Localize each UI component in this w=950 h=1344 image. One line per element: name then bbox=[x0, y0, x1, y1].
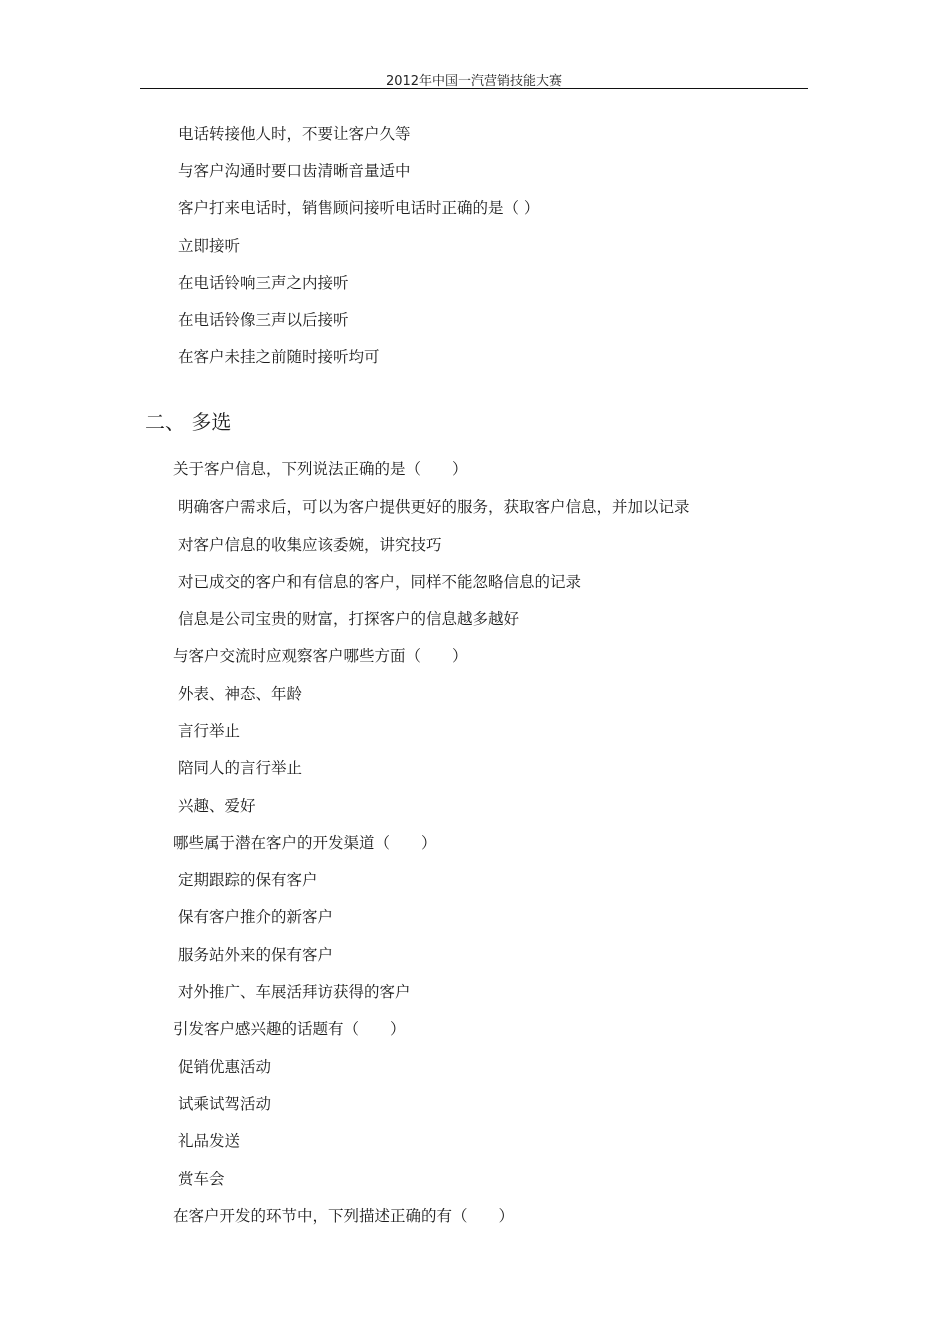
option-item: 试乘试驾活动 bbox=[178, 1095, 272, 1113]
option-item: 兴趣、爱好 bbox=[178, 797, 256, 815]
option-item: 立即接听 bbox=[178, 237, 241, 255]
option-item: 促销优惠活动 bbox=[178, 1058, 272, 1076]
option-item: 赏车会 bbox=[178, 1170, 225, 1188]
header-rule bbox=[140, 88, 808, 89]
option-item: 言行举止 bbox=[178, 722, 241, 740]
question-text: 在客户开发的环节中，下列描述正确的有（ ） bbox=[173, 1207, 515, 1225]
option-item: 定期跟踪的保有客户 bbox=[178, 871, 318, 889]
question-text: 客户打来电话时，销售顾问接听电话时正确的是（ ） bbox=[178, 199, 540, 217]
question-text: 关于客户信息，下列说法正确的是（ ） bbox=[173, 460, 468, 478]
option-item: 在电话铃像三声以后接听 bbox=[178, 311, 349, 329]
list-item: 与客户沟通时要口齿清晰音量适中 bbox=[178, 162, 411, 180]
option-item: 保有客户推介的新客户 bbox=[178, 908, 334, 926]
option-item: 对外推广、车展活拜访获得的客户 bbox=[178, 983, 411, 1001]
option-item: 对客户信息的收集应该委婉，讲究技巧 bbox=[178, 536, 442, 554]
option-item: 在电话铃响三声之内接听 bbox=[178, 274, 349, 292]
option-item: 陪同人的言行举止 bbox=[178, 759, 303, 777]
option-item: 信息是公司宝贵的财富，打探客户的信息越多越好 bbox=[178, 610, 520, 628]
question-text: 引发客户感兴趣的话题有（ ） bbox=[173, 1020, 406, 1038]
section-heading: 二、 多选 bbox=[145, 410, 232, 434]
list-item: 电话转接他人时，不要让客户久等 bbox=[178, 125, 411, 143]
option-item: 对已成交的客户和有信息的客户，同样不能忽略信息的记录 bbox=[178, 573, 582, 591]
option-item: 在客户未挂之前随时接听均可 bbox=[178, 348, 380, 366]
page-header: 2012年中国一汽营销技能大赛 bbox=[385, 74, 563, 89]
option-item: 外表、神态、年龄 bbox=[178, 685, 303, 703]
option-item: 礼品发送 bbox=[178, 1132, 241, 1150]
question-text: 与客户交流时应观察客户哪些方面（ ） bbox=[173, 647, 468, 665]
option-item: 服务站外来的保有客户 bbox=[178, 946, 334, 964]
question-text: 哪些属于潜在客户的开发渠道（ ） bbox=[173, 834, 437, 852]
option-item: 明确客户需求后，可以为客户提供更好的服务，获取客户信息，并加以记录 bbox=[178, 498, 690, 516]
